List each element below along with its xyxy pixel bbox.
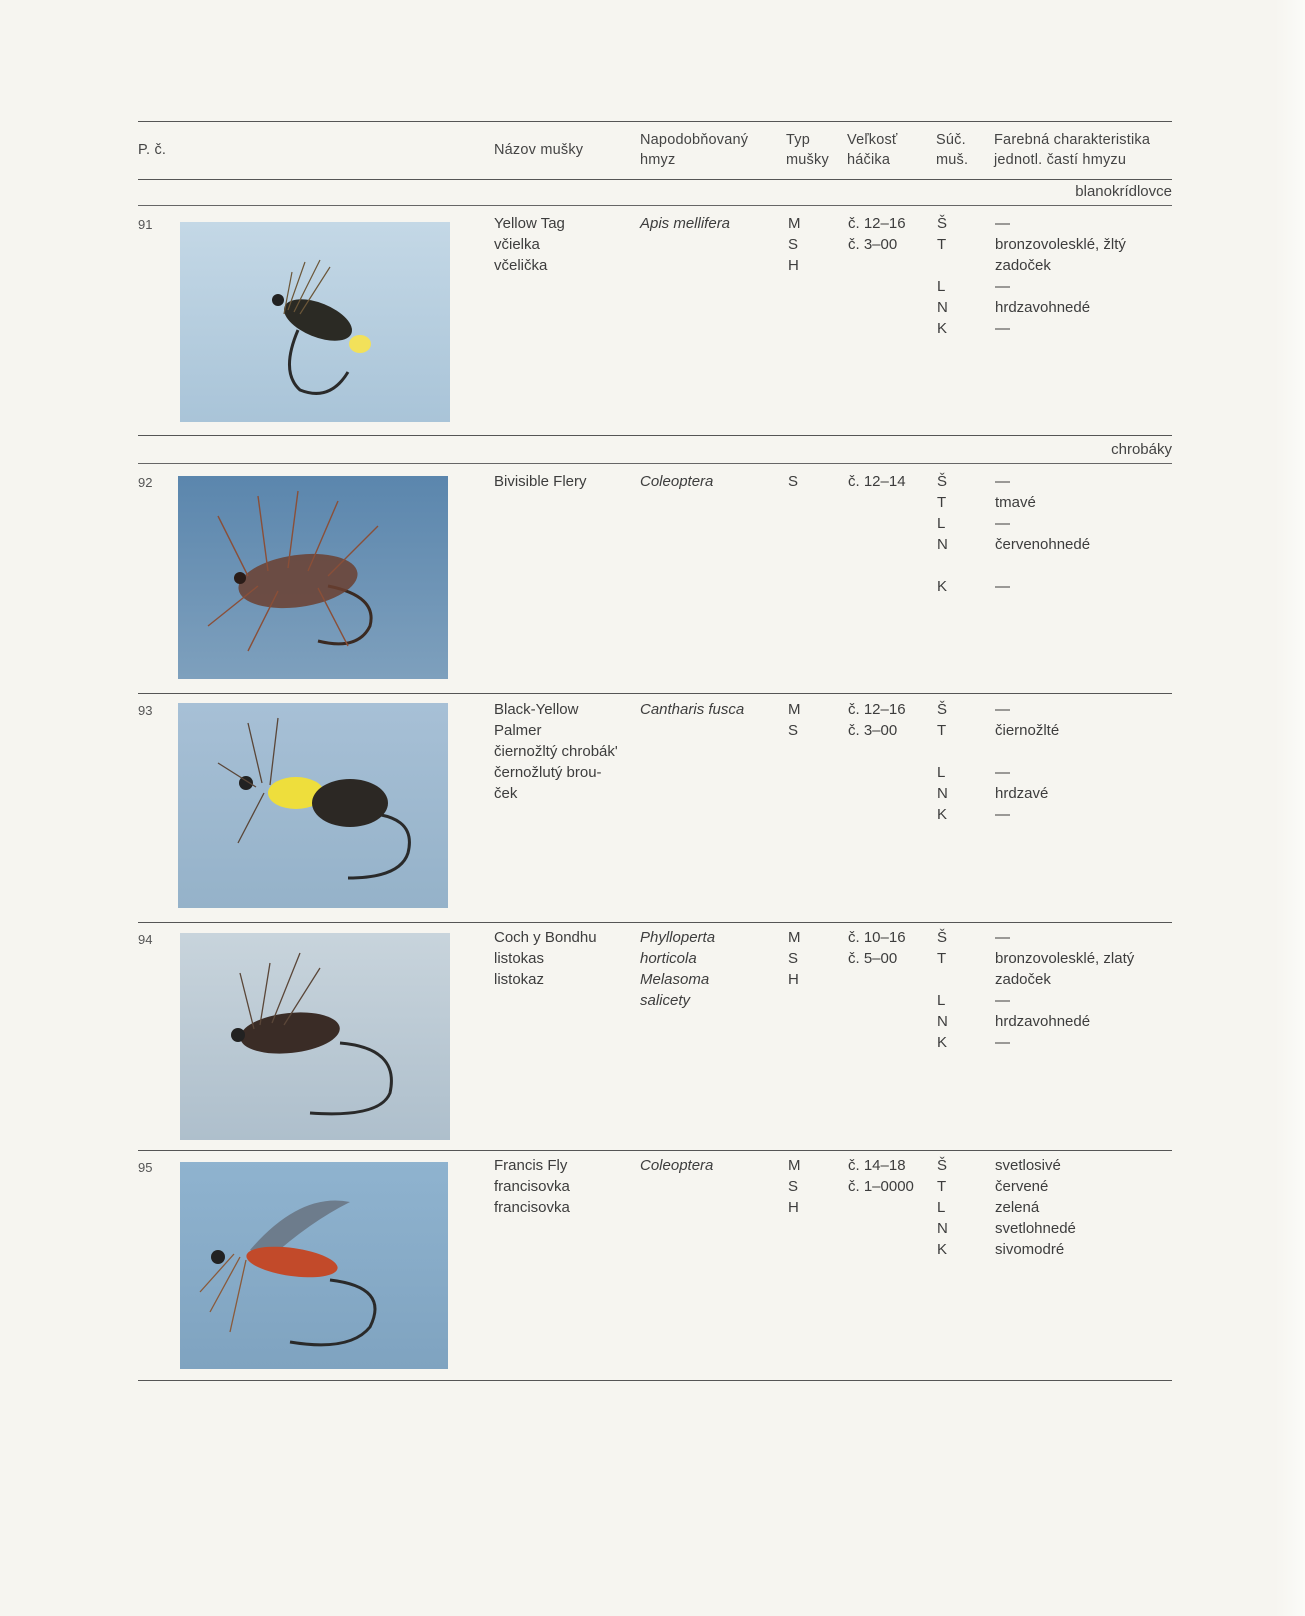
group-label-hymenoptera: blanokrídlovce	[1075, 183, 1172, 200]
part-colors: — čiernožlté — hrdzavé —	[995, 701, 1060, 823]
fly-image-yellow-tag	[180, 222, 450, 422]
part-colors: svetlosivé červené zelená svetlohnedé sivomodré	[995, 1157, 1076, 1258]
header-colors: Farebná charakteristika jednotl. častí hmyzu	[994, 132, 1151, 168]
part-colors: — tmavé — červenohnedé —	[995, 473, 1091, 595]
insect-latin: Apis mellifera	[640, 215, 731, 232]
fly-parts: Š T L N K	[937, 929, 948, 1051]
fly-parts: Š T L N K	[937, 473, 948, 595]
hook-sizes: č. 12–16 č. 3–00	[848, 215, 906, 253]
entry-rule	[138, 1150, 1172, 1151]
fly-types: M S H	[788, 215, 801, 274]
fly-names: Bivisible Flery	[494, 473, 587, 490]
hook-sizes: č. 10–16 č. 5–00	[848, 929, 906, 967]
fly-names: Francis Fly francisovka francisovka	[494, 1157, 570, 1216]
entry-number: 95	[138, 1160, 153, 1175]
fly-types: S	[788, 473, 799, 490]
group-rule	[138, 463, 1172, 464]
part-colors: — bronzovolesklé, zlatý zadoček — hrdzavohnedé —	[995, 929, 1135, 1051]
fly-types: M S	[788, 701, 801, 739]
entry-number: 91	[138, 217, 153, 232]
insect-latin: Phylloperta horticola Melasoma salicety	[640, 929, 716, 1009]
insect-latin: Cantharis fusca	[640, 701, 745, 718]
fly-photo-95	[180, 1162, 448, 1369]
fly-image-bivisible	[178, 476, 448, 679]
top-rule	[138, 121, 1172, 122]
fly-names: Black-Yellow Palmer čiernožltý chrobák' černožlutý brou- ček	[494, 701, 618, 802]
entry-rule	[138, 922, 1172, 923]
entry-number: 93	[138, 703, 153, 718]
part-colors: — bronzovolesklé, žltý zadoček — hrdzavohnedé —	[995, 215, 1126, 337]
hook-sizes: č. 12–14	[848, 473, 906, 490]
group-label-beetles: chrobáky	[1111, 441, 1172, 458]
insect-latin: Coleoptera	[640, 473, 714, 490]
fly-photo-91	[180, 222, 450, 422]
header-type: Typ mušky	[786, 132, 829, 168]
fly-parts: Š T L N K	[937, 701, 948, 823]
header-size: Veľkosť háčika	[847, 132, 898, 168]
fly-names: Yellow Tag včielka včelička	[494, 215, 565, 274]
header-insect: Napodobňovaný hmyz	[640, 132, 749, 168]
header-name: Názov mušky	[494, 142, 584, 158]
fly-parts: Š T L N K	[937, 215, 948, 337]
fly-photo-93	[178, 703, 448, 908]
entry-number: 94	[138, 932, 153, 947]
bottom-rule	[138, 1380, 1172, 1381]
group-rule-top	[138, 435, 1172, 436]
group-rule	[138, 205, 1172, 206]
fly-parts: Š T L N K	[937, 1157, 948, 1258]
fly-names: Coch y Bondhu listokas listokaz	[494, 929, 597, 988]
fly-image-black-yellow-palmer	[178, 703, 448, 908]
header-pc: P. č.	[138, 142, 167, 158]
fly-image-francis-fly	[180, 1162, 448, 1369]
fly-photo-94	[180, 933, 450, 1140]
header-parts: Súč. muš.	[936, 132, 969, 168]
entry-rule	[138, 693, 1172, 694]
hook-sizes: č. 14–18 č. 1–0000	[848, 1157, 914, 1195]
insect-latin: Coleoptera	[640, 1157, 714, 1174]
header-bottom-rule	[138, 179, 1172, 180]
fly-image-coch-y-bondhu	[180, 933, 450, 1140]
entry-number: 92	[138, 475, 153, 490]
page-edge	[1275, 0, 1305, 1616]
hook-sizes: č. 12–16 č. 3–00	[848, 701, 906, 739]
fly-types: M S H	[788, 1157, 801, 1216]
fly-types: M S H	[788, 929, 801, 988]
fly-photo-92	[178, 476, 448, 679]
